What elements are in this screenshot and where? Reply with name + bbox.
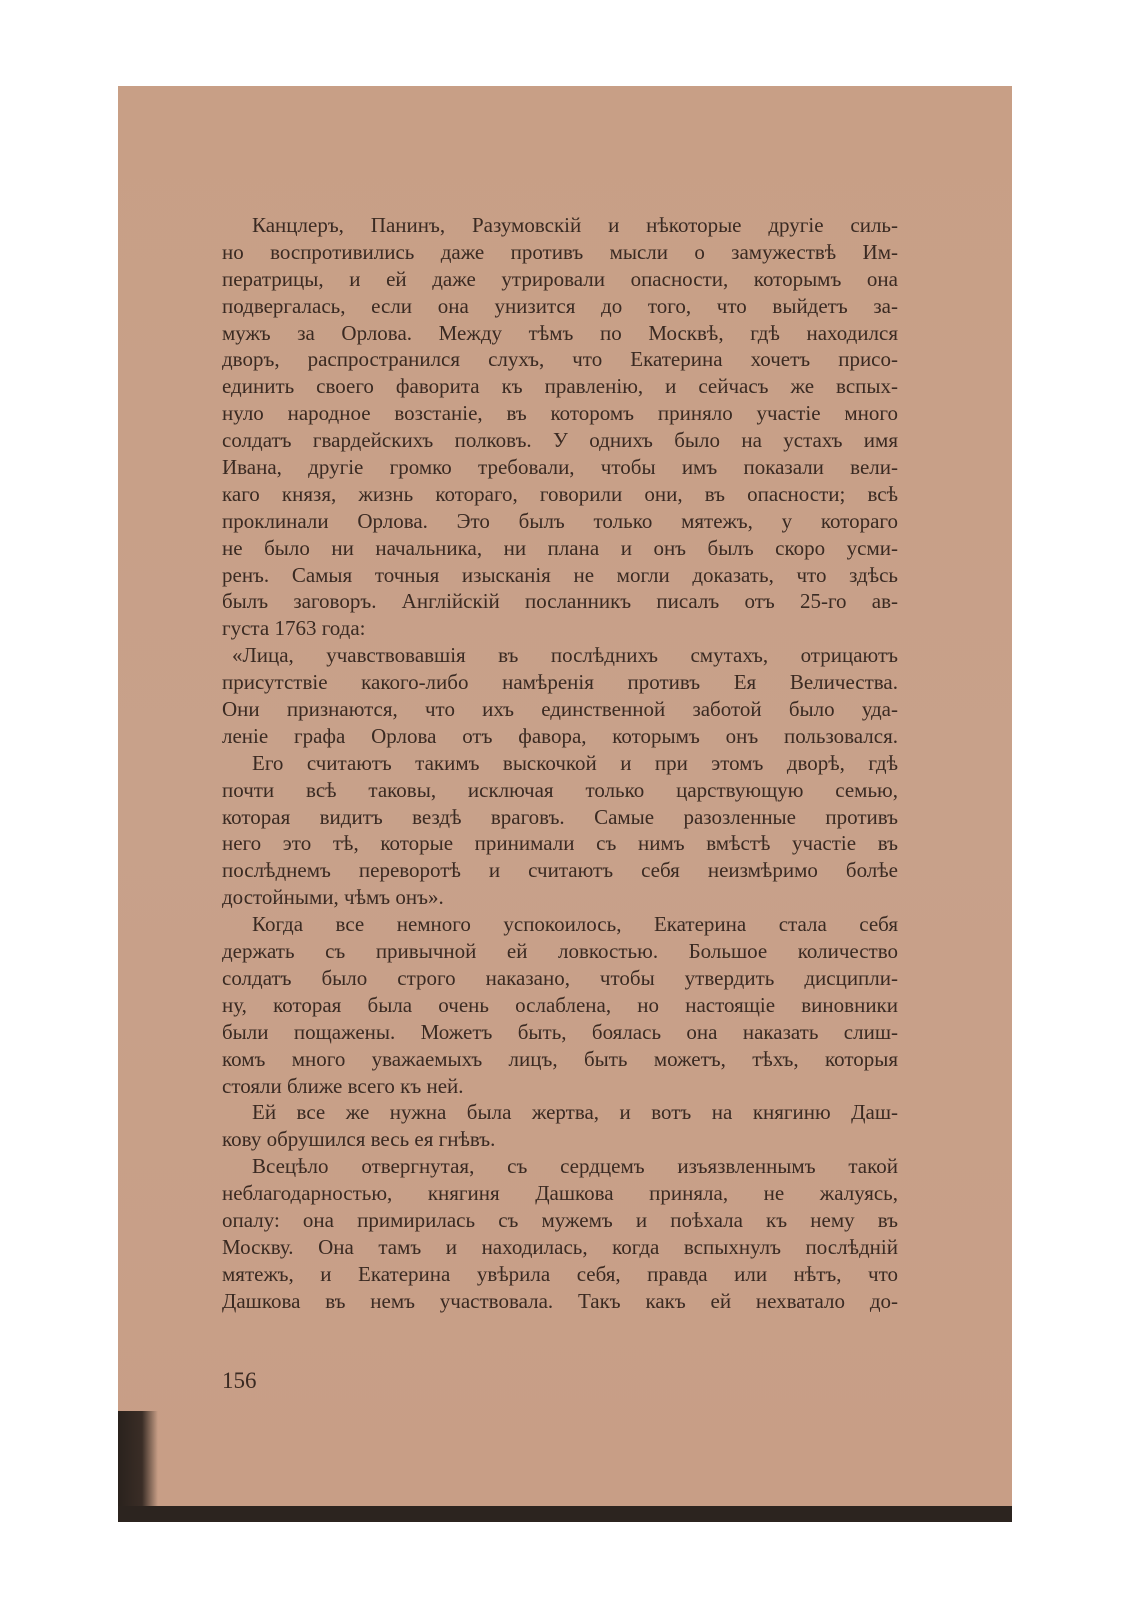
text-line: него это тѣ, которые принимали съ нимъ вмѣстѣ участіе въ [222, 831, 898, 856]
text-line: былъ заговоръ. Англійскій посланникъ писалъ отъ 25-го ав- [222, 589, 898, 614]
text-line: солдатъ было строго наказано, чтобы утвердить дисципли- [222, 965, 898, 990]
text-line: единить своего фаворита къ правленію, и сейчасъ же вспых- [222, 374, 898, 399]
text-line: нуло народное возстаніе, въ которомъ приняло участіе много [222, 401, 898, 426]
text-line: Ивана, другіе громко требовали, чтобы имъ показали вели- [222, 455, 898, 480]
page-bottom-edge [118, 1506, 1012, 1522]
text-line: комъ много уважаемыхъ лицъ, быть можетъ, тѣхъ, которыя [222, 1046, 898, 1071]
text-line: Канцлеръ, Панинъ, Разумовскій и нѣкоторые другіе силь- [252, 213, 898, 237]
text-line: леніе графа Орлова отъ фавора, которымъ онъ пользовался. [222, 723, 898, 748]
text-line: Они признаются, что ихъ единственной заботой было уда- [222, 697, 898, 722]
text-line: «Лица, учавствовавшія въ послѣднихъ смутахъ, отрицаютъ [232, 643, 898, 668]
text-line: которая видитъ вездѣ враговъ. Самые разозленные противъ [222, 804, 898, 829]
text-line: каго князя, жизнь котораго, говорили они, въ опасности; всѣ [222, 481, 898, 506]
text-line: ренъ. Самыя точныя изысканія не могли доказать, что здѣсь [222, 562, 898, 587]
text-line: неблагодарностью, княгиня Дашкова приняла, не жалуясь, [222, 1181, 898, 1206]
text-line: почти всѣ таковы, исключая только царствующую семью, [222, 777, 898, 802]
page-number: 156 [222, 1368, 257, 1393]
text-line: ну, которая была очень ослаблена, но настоящіе виновники [222, 992, 898, 1017]
text-line: мужъ за Орлова. Между тѣмъ по Москвѣ, гдѣ находился [222, 320, 898, 345]
text-line: были пощажены. Можетъ быть, боялась она наказать слиш- [222, 1019, 898, 1044]
text-line: Дашкова въ немъ участвовала. Такъ какъ ей нехватало до- [222, 1288, 898, 1313]
text-line: подвергалась, если она унизится до того, что выйдетъ за- [222, 293, 898, 318]
text-line: Всецѣло отвергнутая, съ сердцемъ изъязвленнымъ такой [252, 1154, 898, 1179]
text-line: густа 1763 года: [222, 616, 366, 641]
text-line: держать съ привычной ей ловкостью. Большое количество [222, 939, 898, 964]
text-line: достойными, чѣмъ онъ». [222, 885, 444, 910]
text-line: Ей все же нужна была жертва, и вотъ на княгиню Даш- [252, 1100, 898, 1125]
text-line: Его считаютъ такимъ выскочкой и при этомъ дворѣ, гдѣ [252, 750, 898, 775]
text-line: но воспротивились даже противъ мысли о замужествѣ Им- [222, 239, 898, 264]
book-page [118, 86, 1012, 1522]
text-line: Москву. Она тамъ и находилась, когда вспыхнулъ послѣдній [222, 1234, 898, 1259]
text-line: кову обрушился весь ея гнѣвъ. [222, 1127, 496, 1152]
text-line: мятежъ, и Екатерина увѣрила себя, правда или нѣтъ, что [222, 1261, 898, 1286]
text-line: не было ни начальника, ни плана и онъ былъ скоро усми- [222, 535, 898, 560]
text-line: послѣднемъ переворотѣ и считаютъ себя неизмѣримо болѣе [222, 858, 898, 883]
text-line: опалу: она примирилась съ мужемъ и поѣхала къ нему въ [222, 1207, 898, 1232]
text-line: ператрицы, и ей даже утрировали опасности, которымъ она [222, 266, 898, 291]
text-line: Когда все немного успокоилось, Екатерина стала себя [252, 912, 898, 937]
text-line: присутствіе какого-либо намѣренія противъ Ея Величества. [222, 670, 898, 695]
text-line: солдатъ гвардейскихъ полковъ. У однихъ было на устахъ имя [222, 428, 898, 453]
body-text [222, 212, 898, 1315]
text-line: стояли ближе всего къ ней. [222, 1073, 464, 1098]
text-line: проклинали Орлова. Это былъ только мятежъ, у котораго [222, 508, 898, 533]
text-line: дворъ, распространился слухъ, что Екатерина хочетъ присо- [222, 347, 898, 372]
